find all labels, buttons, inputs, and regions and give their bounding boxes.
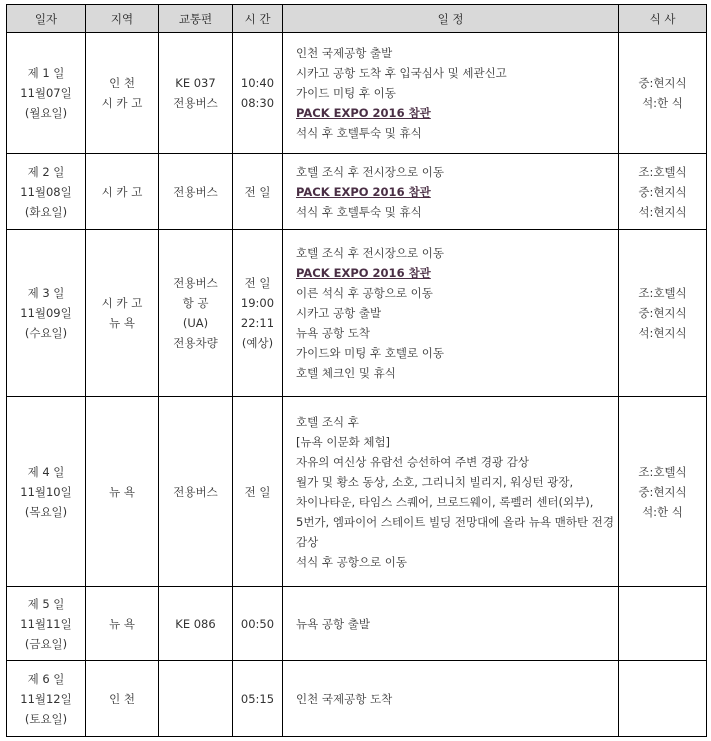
date-text: 제 3 일 [27,286,65,300]
schedule-item: 호텔 조식 후 [296,414,359,429]
schedule-item: 뉴욕 공항 출발 [296,616,370,631]
date-text: 11월08일 [20,184,72,199]
schedule-item: 호텔 조식 후 전시장으로 이동 [296,164,444,179]
transport-text: 전용버스 [173,96,218,110]
date-cell [7,230,86,397]
region-cell [86,587,159,661]
region-text: 시 카 고 [101,296,143,310]
schedule-item: 인천 국제공항 도착 [296,691,393,706]
transport-cell [159,587,233,661]
date-text: 11월09일 [20,306,72,320]
schedule-item: [뉴욕 이문화 체험] [296,434,391,449]
schedule-item: 호텔 체크인 및 휴식 [296,366,396,380]
schedule-item: 석식 후 호텔투숙 및 휴식 [296,204,422,219]
transport-text: 전용차량 [173,336,218,350]
time-text: 전 일 [244,184,271,199]
date-text: (금요일) [24,636,68,651]
header-region: 지역 [86,5,159,33]
date-text: 제 4 일 [27,464,65,479]
transport-cell [159,661,233,737]
time-text: 19:00 [240,296,275,310]
schedule-item: 석식 후 호텔투숙 및 휴식 [296,126,422,140]
region-cell [86,397,159,587]
meal-text: 조:호텔식 [638,464,687,479]
meal-cell [619,230,707,397]
meal-text: 조:호텔식 [638,164,687,179]
meal-text: 중:현지식 [638,484,687,499]
transport-text: 전용버스 [173,276,218,290]
transport-text: 전용버스 [173,184,218,199]
meal-text: 석:현지식 [638,204,687,219]
meal-cell [619,154,707,230]
date-text: 11월12일 [20,691,72,706]
schedule-cell [283,587,619,661]
meal-cell [619,33,707,154]
day-row [7,397,707,587]
date-cell [7,587,86,661]
time-text: 22:11 [240,316,275,330]
transport-text: (UA) [182,316,209,330]
meal-text: 중:현지식 [638,184,687,199]
date-text: (수요일) [24,326,68,340]
event-highlight: PACK EXPO 2016 참관 [296,184,431,199]
schedule-item: 인천 국제공항 출발 [296,46,393,60]
meal-text: 석:현지식 [638,326,687,340]
schedule-item: 뉴욕 공항 도착 [296,326,370,340]
region-text: 뉴 욕 [109,484,135,499]
transport-text: KE 037 [175,76,216,90]
date-text: 11월07일 [20,86,72,100]
date-text: (월요일) [24,106,68,120]
itinerary-sheet [6,4,707,737]
meal-text: 석:한 식 [642,504,683,519]
schedule-cell [283,154,619,230]
day-row [7,661,707,737]
date-text: 11월11일 [20,616,72,631]
date-cell [7,33,86,154]
time-text: 전 일 [244,276,271,290]
schedule-cell [283,33,619,154]
schedule-item: 자유의 여신상 유람선 승선하여 주변 경광 감상 [296,454,530,469]
meal-cell [619,397,707,587]
region-text: 인 천 [109,76,135,90]
date-text: 제 6 일 [27,671,65,686]
schedule-cell [283,661,619,737]
time-text: 08:30 [240,96,275,110]
date-cell [7,397,86,587]
region-cell [86,154,159,230]
date-text: (목요일) [24,504,68,519]
date-text: 제 2 일 [27,164,65,179]
header-meal: 식 사 [619,5,707,33]
schedule-item: 월가 및 황소 동상, 소호, 그리니치 빌리지, 워싱턴 광장, 차이나타운, 타임스 스퀘어, 브로드웨이, 록펠러 센터(외부), 5번가, 엠파이어 스테이트 빌딩 전망대에 올라 뉴욕 맨하탄 전경 감상 [296,474,614,549]
time-text: 전 일 [244,484,271,499]
date-text: 제 1 일 [27,66,65,80]
schedule-item: 시카고 공항 도착 후 입국심사 및 세관신고 [296,66,507,80]
meal-text: 중:현지식 [638,306,687,320]
transport-cell [159,33,233,154]
meal-cell [619,587,707,661]
region-cell [86,33,159,154]
date-text: (토요일) [24,711,68,726]
header-transport: 교통편 [159,5,233,33]
day-row [7,230,707,397]
day-row [7,154,707,230]
event-highlight: PACK EXPO 2016 참관 [296,266,431,280]
itinerary-body [7,33,707,737]
schedule-cell [283,230,619,397]
header-date: 일자 [7,5,86,33]
date-text: 11월10일 [20,484,72,499]
transport-text: KE 086 [175,616,216,631]
meal-text: 중:현지식 [638,76,687,90]
date-text: 제 5 일 [27,596,65,611]
time-cell [233,397,283,587]
meal-text: 조:호텔식 [638,286,687,300]
schedule-item: 가이드와 미팅 후 호텔로 이동 [296,346,444,360]
region-text: 시 카 고 [101,184,143,199]
transport-text: 항 공 [182,296,209,310]
date-cell [7,154,86,230]
region-cell [86,661,159,737]
time-cell [233,33,283,154]
time-text: 05:15 [240,691,275,706]
itinerary-table [6,4,707,737]
region-text: 시 카 고 [101,96,143,110]
time-cell [233,154,283,230]
schedule-item: 석식 후 공항으로 이동 [296,554,407,569]
schedule-item: 시카고 공항 출발 [296,306,382,320]
time-text: 00:50 [240,616,275,631]
transport-cell [159,230,233,397]
header-time: 시 간 [233,5,283,33]
transport-cell [159,154,233,230]
region-cell [86,230,159,397]
region-text: 뉴 욕 [109,316,135,330]
time-cell [233,587,283,661]
meal-text: 석:한 식 [642,96,683,110]
transport-text: 전용버스 [173,484,218,499]
schedule-item: 가이드 미팅 후 이동 [296,86,396,100]
transport-cell [159,397,233,587]
time-text: (예상) [241,336,274,350]
time-cell [233,661,283,737]
day-row [7,587,707,661]
time-text: 10:40 [240,76,275,90]
day-row [7,33,707,154]
date-cell [7,661,86,737]
date-text: (화요일) [24,204,68,219]
header-schedule: 일 정 [283,5,619,33]
time-cell [233,230,283,397]
schedule-item: 호텔 조식 후 전시장으로 이동 [296,246,444,260]
schedule-item: 이른 석식 후 공항으로 이동 [296,286,433,300]
region-text: 뉴 욕 [109,616,135,631]
meal-cell [619,661,707,737]
region-text: 인 천 [109,691,135,706]
schedule-cell [283,397,619,587]
event-highlight: PACK EXPO 2016 참관 [296,106,431,120]
header-row [7,5,707,33]
